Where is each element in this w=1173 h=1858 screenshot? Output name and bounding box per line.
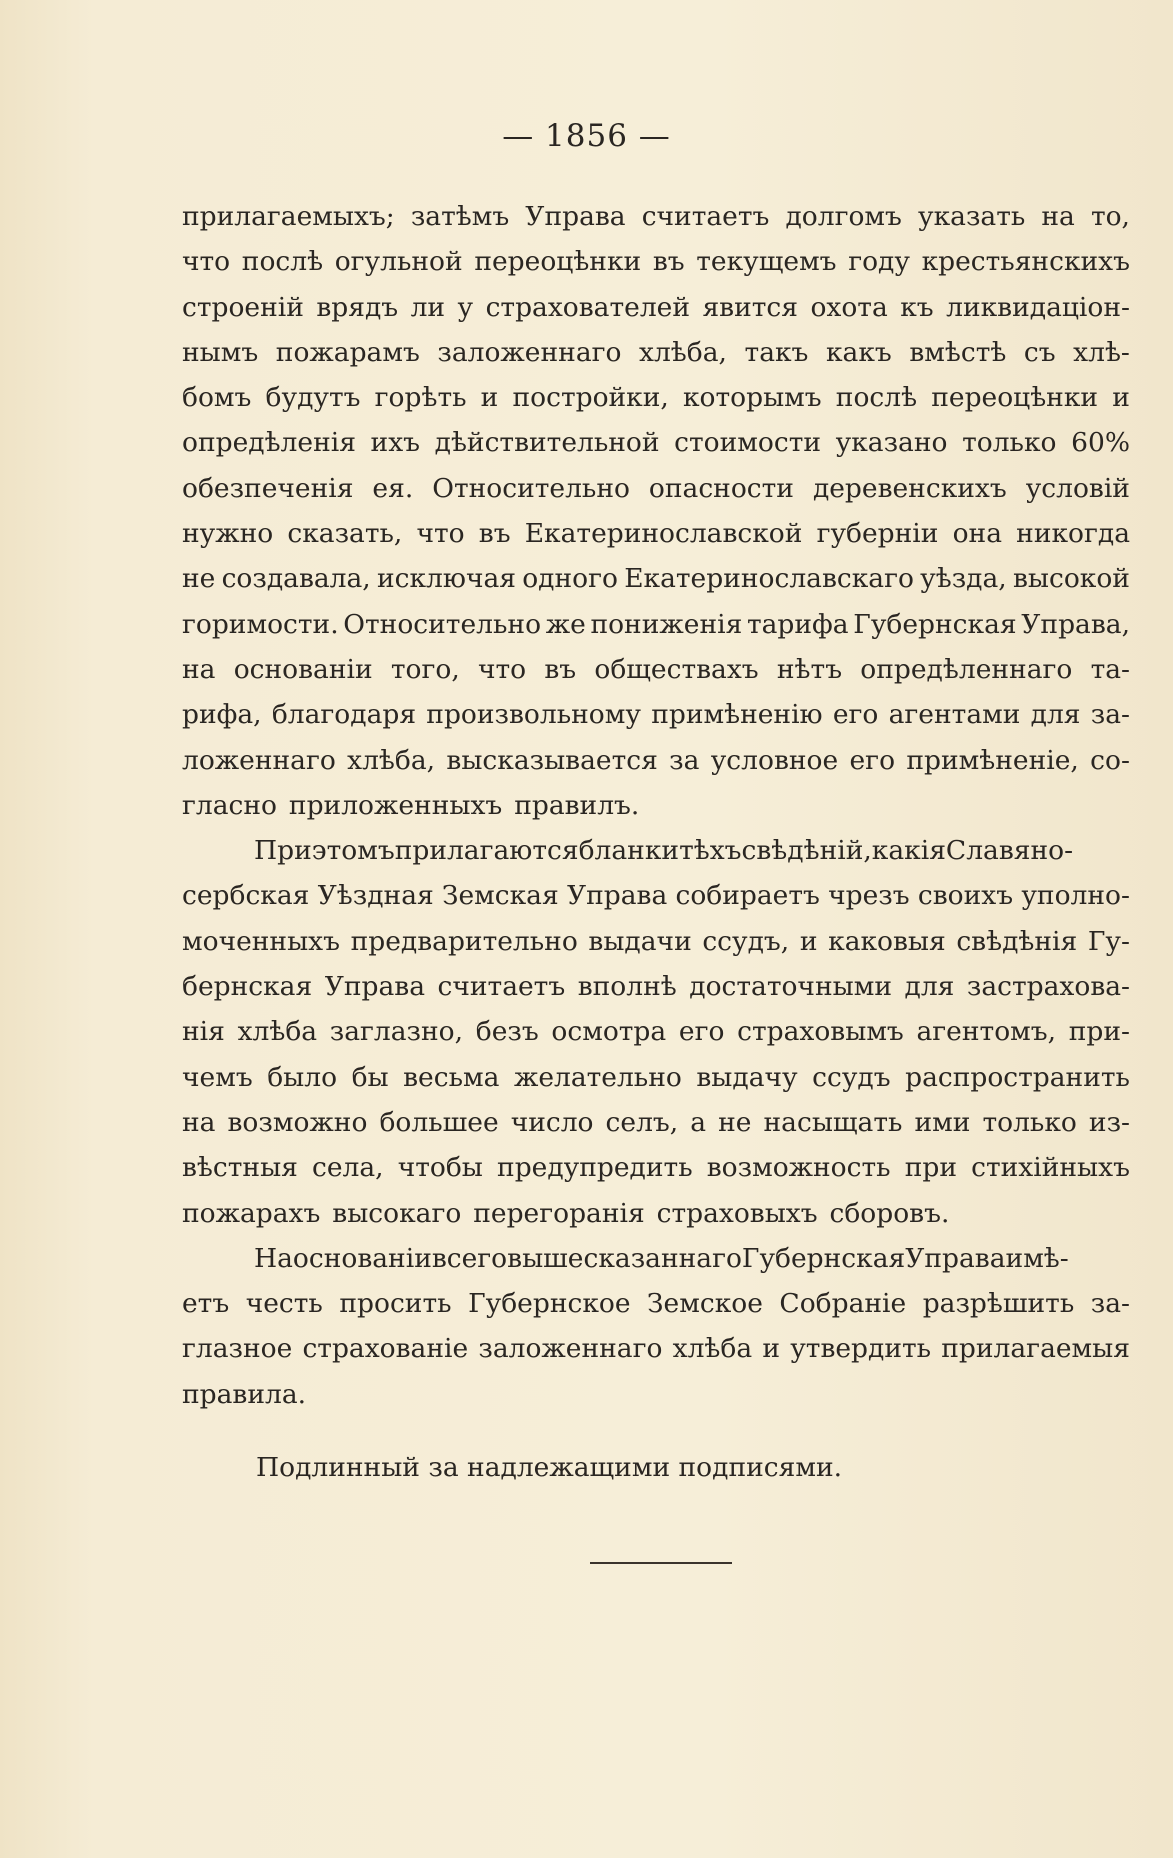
word: какъ [825, 336, 892, 368]
word: чрезъ [828, 880, 910, 912]
word: ссудъ, [702, 925, 790, 957]
word: на [182, 1106, 216, 1138]
word: пожарамъ [275, 336, 420, 368]
word: она [952, 518, 1003, 550]
word: нымъ [182, 336, 259, 368]
word: сборовъ. [829, 1197, 950, 1229]
word: насыщать [763, 1106, 903, 1138]
word: етъ [182, 1288, 230, 1320]
text-line [182, 556, 1130, 601]
word: для [904, 971, 955, 1003]
word: каковыя [828, 925, 946, 957]
word: благодаря [271, 699, 417, 731]
text-line [182, 964, 1130, 1009]
word: страховымъ [737, 1016, 904, 1048]
word: примѣненію [651, 699, 823, 731]
word: опасности [648, 472, 794, 504]
body-text [182, 194, 1130, 1417]
word: такъ [744, 336, 809, 368]
word: долгомъ [785, 201, 902, 232]
word: застрахова- [966, 971, 1130, 1003]
word: тѣхъ [679, 835, 742, 867]
word: за- [1090, 1288, 1130, 1320]
word: что [478, 653, 527, 685]
word: и [1112, 382, 1130, 414]
word: бланки [578, 835, 680, 867]
word: деревенскихъ [812, 472, 1007, 504]
word: съ [1023, 336, 1056, 368]
word: приложенныхъ [288, 789, 503, 821]
word: условій [1025, 472, 1130, 504]
word: этомъ [311, 835, 395, 867]
word: только [982, 1106, 1077, 1138]
text-line [182, 420, 1130, 465]
word: бомъ [182, 382, 252, 414]
word: ложеннаго [182, 744, 336, 776]
text-line [182, 1191, 1130, 1236]
word: и [762, 1333, 780, 1365]
word: за- [1090, 699, 1130, 731]
word: пожарахъ [182, 1197, 321, 1229]
word: какія [871, 835, 946, 867]
word: хлѣба, [639, 336, 727, 368]
word: обществахъ [594, 653, 759, 685]
word: тарифа [746, 608, 849, 640]
word: дѣйствительной [434, 427, 660, 459]
word: его [849, 744, 896, 776]
word: предупредить [497, 1152, 693, 1184]
text-line [182, 1055, 1130, 1100]
text-line [182, 194, 1130, 239]
word: врядъ [316, 291, 399, 323]
word: Управа [525, 201, 626, 232]
word: не [182, 563, 216, 595]
word: заложеннаго [478, 1333, 663, 1365]
text-line [182, 873, 1130, 918]
word: свѣдѣнія [956, 925, 1078, 957]
word: 60% [1071, 427, 1130, 459]
word: страховыхъ [656, 1197, 818, 1229]
word: страхованіе [302, 1333, 469, 1365]
word: хлѣ- [1073, 336, 1130, 368]
word: ссудъ [812, 1061, 891, 1093]
word: основаніи [233, 653, 373, 685]
word: Земская [441, 880, 559, 912]
word: его [678, 1016, 725, 1048]
word: со- [1090, 744, 1130, 776]
word: стихійныхъ [971, 1152, 1130, 1184]
text-line [182, 1326, 1130, 1371]
word: высокаго [332, 1197, 462, 1229]
word: хлѣба [237, 1016, 318, 1048]
word: что [182, 246, 231, 278]
word: явится [702, 291, 798, 323]
word: Управа [566, 880, 668, 912]
word: въ [478, 518, 511, 550]
word: горимости. [182, 608, 339, 640]
word: хлѣба [672, 1333, 753, 1365]
word: На [254, 1242, 293, 1274]
word: высокой [1012, 563, 1130, 595]
word: опредѣленнаго [860, 653, 1073, 685]
word: гласно [182, 789, 277, 821]
word: высказывается [446, 744, 658, 776]
word: затѣмъ [410, 201, 510, 232]
word: нѣтъ [776, 653, 843, 685]
word: Относительно [432, 472, 630, 504]
word: Губернское [468, 1288, 631, 1320]
word: текущемъ [696, 246, 837, 278]
word: послѣ [835, 382, 918, 414]
word: сказать, [287, 518, 403, 550]
word: за [669, 744, 700, 776]
word: перегоранія [473, 1197, 645, 1229]
word: было [267, 1061, 338, 1093]
word: предварительно [350, 925, 578, 957]
word: только [962, 427, 1057, 459]
word: всего [431, 1242, 508, 1274]
word: Славяно- [945, 835, 1074, 867]
paragraph [182, 828, 1130, 1236]
word: разрѣшить [922, 1288, 1075, 1320]
word: глазное [182, 1333, 293, 1365]
text-line [182, 647, 1130, 692]
word: страхователей [485, 291, 690, 323]
word: весьма [403, 1061, 500, 1093]
word: что [416, 518, 465, 550]
word: у [457, 291, 474, 323]
word: указано [835, 427, 948, 459]
word: крестьянскихъ [921, 246, 1130, 278]
word: ли [410, 291, 446, 323]
word: условное [710, 744, 839, 776]
text-line [182, 828, 1130, 873]
word: Управа, [1021, 608, 1130, 640]
word: вполнѣ [577, 971, 677, 1003]
text-line [182, 375, 1130, 420]
word: стоимости [674, 427, 822, 459]
paragraph [182, 194, 1130, 828]
word: агентами [888, 699, 1021, 731]
word: указать [917, 201, 1026, 232]
word: въ [652, 246, 685, 278]
word: вѣстныя [182, 1152, 298, 1184]
word: собираетъ [675, 880, 820, 912]
text-line [182, 783, 1130, 828]
word: вышесказаннаго [507, 1242, 742, 1274]
word: а [690, 1106, 707, 1138]
word: ликвидаціон- [946, 291, 1130, 323]
word: считаетъ [437, 971, 566, 1003]
word: та- [1090, 653, 1130, 685]
text-line [182, 1145, 1130, 1190]
word: Относительно [343, 608, 542, 640]
word: выдачи [588, 925, 692, 957]
word: будутъ [265, 382, 361, 414]
word: обезпеченія [182, 472, 354, 504]
word: хлѣба, [347, 744, 436, 776]
word: году [848, 246, 910, 278]
word: селъ, [605, 1106, 679, 1138]
word: уѣзда, [920, 563, 1007, 595]
text-line [182, 1100, 1130, 1145]
word: просить [339, 1288, 452, 1320]
word: создавала, [221, 563, 371, 595]
word: правилъ. [514, 789, 640, 821]
word: чемъ [182, 1061, 253, 1093]
text-line [182, 239, 1130, 284]
word: достаточными [689, 971, 892, 1003]
word: чтобы [397, 1152, 483, 1184]
word: и [480, 382, 499, 414]
word: своихъ [917, 880, 1014, 912]
word: честь [245, 1288, 323, 1320]
word: ими [914, 1106, 971, 1138]
word: строеній [182, 291, 304, 323]
word: Управа [905, 1242, 1006, 1274]
word: основаніи [292, 1242, 432, 1274]
word: Управа [324, 971, 425, 1003]
word: большее [379, 1106, 499, 1138]
word: села, [312, 1152, 384, 1184]
word: на [1041, 201, 1075, 232]
word: прилагаемыя [941, 1333, 1130, 1365]
word: возможно [227, 1106, 368, 1138]
word: то, [1090, 201, 1130, 232]
word: для [1030, 699, 1081, 731]
page-number: — 1856 — [502, 118, 671, 154]
word: на [182, 653, 216, 685]
closing-rule [590, 1562, 732, 1564]
word: нужно [182, 518, 274, 550]
word: примѣненіе, [906, 744, 1079, 776]
word: никогда [1016, 518, 1130, 550]
word: ихъ [370, 427, 421, 459]
word: переоцѣнки [474, 246, 642, 278]
word: утвердить [790, 1333, 932, 1365]
word: уполно- [1021, 880, 1130, 912]
word: желательно [513, 1061, 682, 1093]
word: вмѣстѣ [909, 336, 1007, 368]
word: Екатеринославской [524, 518, 803, 550]
word: не [718, 1106, 752, 1138]
word: опредѣленія [182, 427, 356, 459]
word: распространить [905, 1061, 1130, 1093]
text-line [182, 330, 1130, 375]
word: заложеннаго [437, 336, 622, 368]
word: въ [544, 653, 577, 685]
word: агентомъ, [916, 1016, 1057, 1048]
word: возможность [706, 1152, 891, 1184]
word: Уѣздная [317, 880, 434, 912]
word: из- [1088, 1106, 1130, 1138]
text-line [182, 466, 1130, 511]
word: При [254, 835, 312, 867]
word: Губернская [853, 608, 1017, 640]
word: огульной [334, 246, 463, 278]
word: прилагаются [394, 835, 579, 867]
word: бы [351, 1061, 389, 1093]
text-line [182, 1236, 1130, 1281]
word: Собраніе [779, 1288, 907, 1320]
word: безъ [475, 1016, 539, 1048]
word: одного [522, 563, 618, 595]
word: Земское [647, 1288, 763, 1320]
word: исключая [376, 563, 516, 595]
word: къ [900, 291, 934, 323]
text-line [182, 738, 1130, 783]
paragraph [182, 1236, 1130, 1417]
word: свѣдѣній, [741, 835, 872, 867]
word: моченныхъ [182, 925, 340, 957]
text-line [182, 1009, 1130, 1054]
word: ея. [372, 472, 414, 504]
text-line [182, 511, 1130, 556]
word: переоцѣнки [931, 382, 1099, 414]
word: и [799, 925, 818, 957]
word: же [545, 608, 586, 640]
text-line [182, 1372, 1130, 1417]
word: пониженія [590, 608, 743, 640]
word: послѣ [241, 246, 324, 278]
word: число [510, 1106, 594, 1138]
text-line [182, 919, 1130, 964]
word: прилагаемыхъ; [182, 201, 395, 232]
word: бернская [182, 971, 313, 1003]
word: осмотра [551, 1016, 667, 1048]
text-line [182, 602, 1130, 647]
word: выдачу [696, 1061, 798, 1093]
text-line [182, 285, 1130, 330]
word: произвольному [426, 699, 641, 731]
signature-note: Подлинный за надлежащими подписями. [256, 1452, 843, 1483]
word: имѣ- [1005, 1242, 1069, 1274]
word: правила. [182, 1378, 307, 1410]
word: Губернская [741, 1242, 906, 1274]
word: горѣть [374, 382, 467, 414]
word: сербская [182, 880, 310, 912]
word: его [832, 699, 879, 731]
word: рифа, [182, 699, 262, 731]
word: нія [182, 1016, 225, 1048]
text-line [182, 1281, 1130, 1326]
word: Екатеринославскаго [624, 563, 914, 595]
word: заглазно, [329, 1016, 464, 1048]
word: при- [1068, 1016, 1130, 1048]
word: постройки, [512, 382, 669, 414]
word: того, [390, 653, 460, 685]
word: при [904, 1152, 957, 1184]
word: Гу- [1087, 925, 1130, 957]
word: считаетъ [641, 201, 770, 232]
word: охота [810, 291, 888, 323]
word: губерніи [816, 518, 939, 550]
text-line [182, 692, 1130, 737]
word: которымъ [682, 382, 822, 414]
